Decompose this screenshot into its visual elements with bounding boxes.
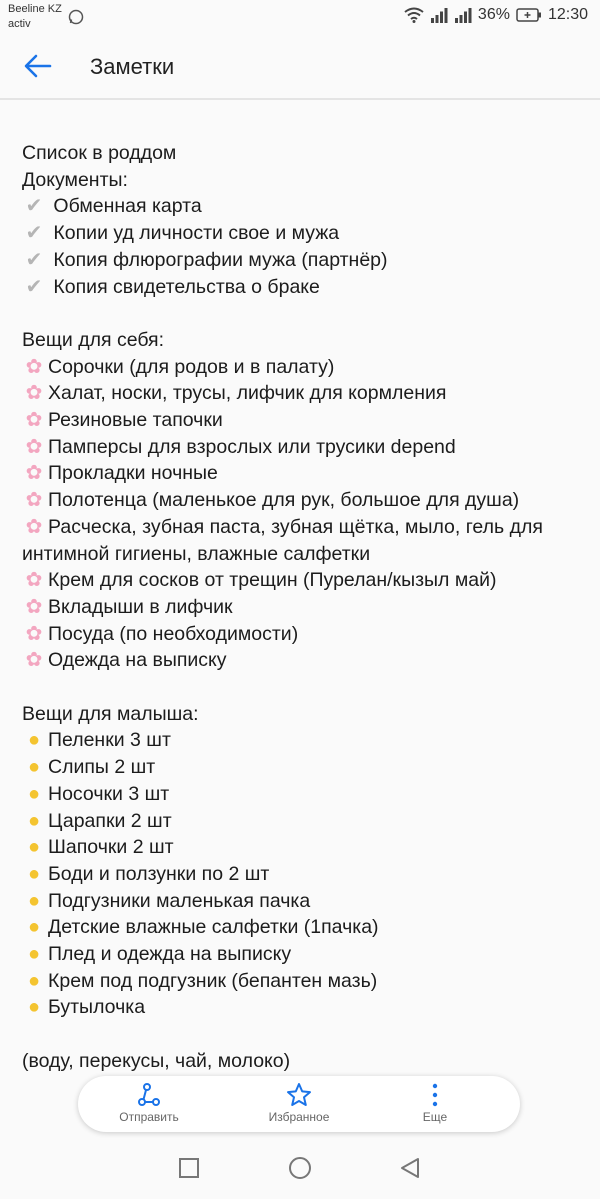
carrier-sub: activ <box>8 18 31 30</box>
hatching-chick-icon: ● <box>27 729 41 752</box>
list-item: ● Носочки 3 шт <box>22 781 582 808</box>
list-item: ✔ Копии уд личности свое и мужа <box>22 220 582 247</box>
list-item: ✿ Крем для сосков от трещин (Пурелан/кызыл май) <box>22 567 582 594</box>
checkmark-icon: ✔ <box>25 275 43 298</box>
checkmark-icon: ✔ <box>25 222 43 245</box>
list-item: ✔ Копия свидетельства о браке <box>22 274 582 301</box>
note-body[interactable] <box>22 140 582 1075</box>
whatsapp-icon <box>68 9 84 25</box>
cherry-blossom-icon: ✿ <box>25 355 43 378</box>
cherry-blossom-icon: ✿ <box>25 409 43 432</box>
send-button[interactable] <box>94 1080 204 1124</box>
system-nav-bar <box>0 1142 600 1199</box>
list-item: ● Детские влажные салфетки (1пачка) <box>22 914 582 941</box>
list-item: ✿ Памперсы для взрослых или трусики depend <box>22 434 582 461</box>
cherry-blossom-icon: ✿ <box>25 489 43 512</box>
more-label: Еще <box>422 1110 448 1124</box>
list-item: ● Слипы 2 шт <box>22 754 582 781</box>
send-label: Отправить <box>119 1110 179 1124</box>
cherry-blossom-icon: ✿ <box>25 595 43 618</box>
list-item: ✔ Обменная карта <box>22 193 582 220</box>
note-toolbar <box>78 1076 520 1132</box>
signal-icon <box>430 7 448 23</box>
list-item: ● Плед и одежда на выписку <box>22 941 582 968</box>
blank-line <box>22 674 582 701</box>
cherry-blossom-icon: ✿ <box>25 435 43 458</box>
more-button[interactable] <box>380 1080 490 1124</box>
list-item: ✿ Халат, носки, трусы, лифчик для кормления <box>22 380 582 407</box>
documents-header: Документы: <box>22 168 128 191</box>
hatching-chick-icon: ● <box>27 836 41 859</box>
list-item: ✿ Расческа, зубная паста, зубная щётка, мыло, гель для интимной гигиены, влажные салфетки <box>22 515 543 565</box>
more-vertical-icon <box>422 1082 448 1108</box>
wifi-icon <box>404 7 424 23</box>
list-item: ● Боди и ползунки по 2 шт <box>22 861 582 888</box>
checkmark-icon: ✔ <box>25 195 43 218</box>
battery-percent: 36% <box>477 6 510 23</box>
list-item: ✿ Вкладыши в лифчик <box>22 594 582 621</box>
self-header: Вещи для себя: <box>22 328 165 351</box>
list-item: ✔ Копия флюрографии мужа (партнёр) <box>22 247 582 274</box>
hatching-chick-icon: ● <box>27 809 41 832</box>
home-icon[interactable] <box>288 1156 312 1180</box>
share-icon <box>136 1082 162 1108</box>
cherry-blossom-icon: ✿ <box>25 515 43 538</box>
hatching-chick-icon: ● <box>27 969 41 992</box>
list-item: ✿ Одежда на выписку <box>22 647 582 674</box>
clock: 12:30 <box>547 6 588 23</box>
hatching-chick-icon: ● <box>27 782 41 805</box>
note-title: Список в роддом <box>22 142 177 164</box>
cherry-blossom-icon: ✿ <box>25 649 43 672</box>
list-item: ✿ Посуда (по необходимости) <box>22 621 582 648</box>
list-item: ✿ Прокладки ночные <box>22 460 582 487</box>
star-icon <box>286 1082 312 1108</box>
carrier-info <box>8 2 62 32</box>
battery-icon <box>516 8 542 22</box>
carrier-name: Beeline KZ <box>8 3 62 15</box>
list-item: ✿ Резиновые тапочки <box>22 407 582 434</box>
blank-line <box>22 300 582 327</box>
app-bar <box>0 34 600 100</box>
cherry-blossom-icon: ✿ <box>25 622 43 645</box>
hatching-chick-icon: ● <box>27 862 41 885</box>
list-item: ✿ Сорочки (для родов и в палату) <box>22 354 582 381</box>
blank-line <box>22 1021 582 1048</box>
list-item: ● Подгузники маленькая пачка <box>22 888 582 915</box>
list-item: ● Пеленки 3 шт <box>22 727 582 754</box>
favorite-label: Избранное <box>268 1110 330 1124</box>
list-item: ● Крем под подгузник (бепантен мазь) <box>22 968 582 995</box>
checkmark-icon: ✔ <box>25 248 43 271</box>
page-title: Заметки <box>90 54 175 79</box>
hatching-chick-icon: ● <box>27 889 41 912</box>
cherry-blossom-icon: ✿ <box>25 382 43 405</box>
back-arrow-icon[interactable] <box>22 50 54 82</box>
cherry-blossom-icon: ✿ <box>25 462 43 485</box>
hatching-chick-icon: ● <box>27 943 41 966</box>
recent-apps-icon[interactable] <box>177 1156 201 1180</box>
status-bar <box>0 0 600 34</box>
favorite-button[interactable] <box>244 1080 354 1124</box>
signal-icon-2 <box>454 7 472 23</box>
list-item: ● Царапки 2 шт <box>22 808 582 835</box>
hatching-chick-icon: ● <box>27 756 41 779</box>
baby-header: Вещи для малыша: <box>22 702 199 725</box>
list-item: ● Шапочки 2 шт <box>22 834 582 861</box>
back-nav-icon[interactable] <box>398 1156 422 1180</box>
list-item: ✿ Полотенца (маленькое для рук, большое для душа) <box>22 487 582 514</box>
list-item: ● Бутылочка <box>22 994 582 1021</box>
cherry-blossom-icon: ✿ <box>25 569 43 592</box>
hatching-chick-icon: ● <box>27 996 41 1019</box>
hatching-chick-icon: ● <box>27 916 41 939</box>
note-footer: (воду, перекусы, чай, молоко) <box>22 1049 291 1072</box>
